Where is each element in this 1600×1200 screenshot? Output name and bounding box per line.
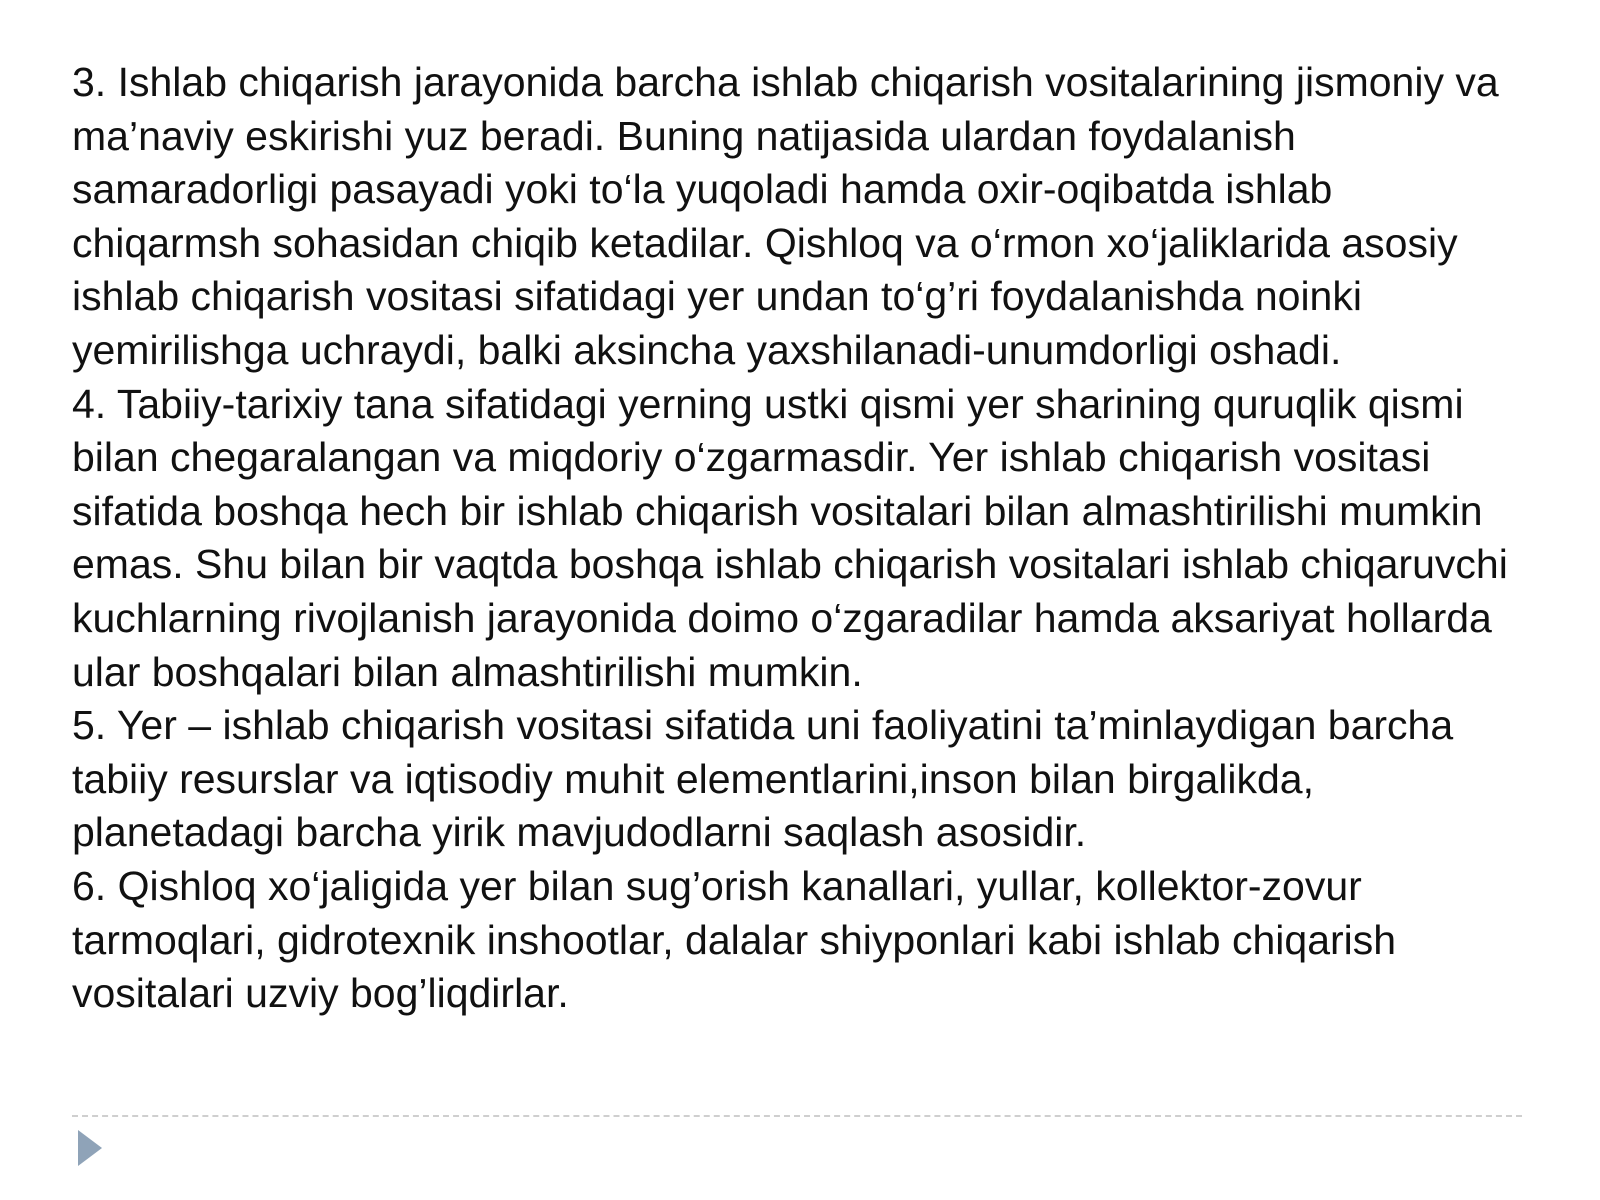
slide-body-text xyxy=(72,56,1532,1021)
footer-divider xyxy=(72,1115,1522,1117)
paragraph-4: 4. Tabiiy-tarixiy tana sifatidagi yerning ustki qismi yer sharining quruqlik qismi bilan chegaralangan va miqdoriy o‘zgarmasdir. Yer ishlab chiqarish vositasi sifatida boshqa hech bir ishlab chiqarish vositalari bilan almashtirilishi mumkin emas. Shu bilan bir vaqtda boshqa ishlab chiqarish vositalari ishlab chiqaruvchi kuchlarning rivojlanish jarayonida doimo o‘zgaradilar hamda aksariyat hollarda ular boshqalari bilan almashtirilishi mumkin. xyxy=(72,380,1508,695)
paragraph-6: 6. Qishloq xo‘jaligida yer bilan sug’orish kanallari, yullar, kollektor-zovur tarmoqlari, gidrotexnik inshootlar, dalalar shiyponlari kabi ishlab chiqarish vositalari uzviy bog’liqdirlar. xyxy=(72,862,1397,1017)
paragraph-5: 5. Yer – ishlab chiqarish vositasi sifatida uni faoliyatini ta’minlaydigan barcha tabiiy resurslar va iqtisodiy muhit elementlarini,inson bilan birgalikda, planetadagi barcha yirik mavjudodlarni saqlash asosidir. xyxy=(72,702,1454,856)
play-arrow-icon[interactable] xyxy=(78,1130,102,1166)
paragraph-3: 3. Ishlab chiqarish jarayonida barcha ishlab chiqarish vositalarining jismoniy va ma’naviy eskirishi yuz beradi. Buning natijasida ulardan foydalanish samaradorligi pasayadi yoki to‘la yuqoladi hamda oxir-oqibatda ishlab chiqarmsh sohasidan chiqib ketadilar. Qishloq va o‘rmon xo‘jaliklarida asosiy ishlab chiqarish vositasi sifatidagi yer undan to‘g’ri foydalanishda noinki yemirilishga uchraydi, balki aksincha yaxshilanadi-unumdorligi oshadi. xyxy=(72,59,1499,373)
